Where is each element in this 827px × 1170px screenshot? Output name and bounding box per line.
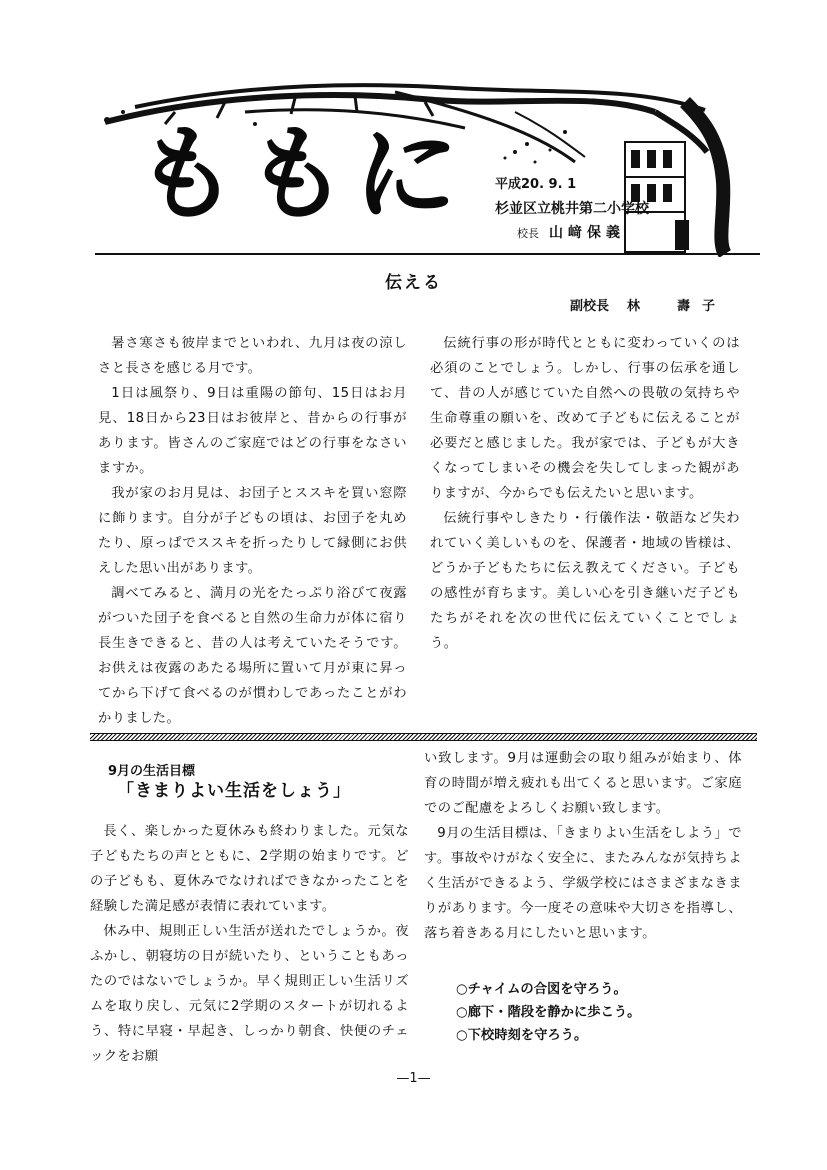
article2-left-column	[90, 819, 409, 1069]
paragraph: 伝統行事やしきたり・行儀作法・敬語など失われていく美しいものを、保護者・地域の皆様は、どうか子どもたちに伝え教えてください。子どもの感性が育ちます。美しい心を引き継いだ子どもたちがそれを次の世代に伝えていくことでしょう。	[430, 511, 740, 651]
article1-left-column	[98, 331, 407, 731]
paragraph: 伝統行事の形が時代とともに変わっていくのは必須のことでしょう。しかし、行事の伝承を通して、昔の人が感じていた自然への畏敬の気持ちや生命尊重の願いを、改めて子どもに伝えることが必要だと感じました。我が家では、子どもが大きくなってしまいその機会を失してしまった観がありますが、今からでも伝えたいと思います。	[430, 336, 740, 501]
header-rule	[95, 253, 760, 255]
issue-date: 平成20. 9. 1	[495, 177, 577, 192]
paragraph: 長く、楽しかった夏休みも終わりました。元気な子どもたちの声とともに、2学期の始まりです。どの子どもも、夏休みでなければできなかったことを経験した満足感が表情に表れています。	[90, 824, 409, 914]
article2-right-column	[424, 746, 742, 946]
paragraph: 休み中、規則正しい生活が送れたでしょうか。夜ふかし、朝寝坊の日が続いたり、ということもあったのではないでしょうか。早く規則正しい生活リズムを取り戻し、元気に2学期のスタートが切れるよう、特に早寝・早起き、しっかり朝食、快便のチェックをお願	[90, 924, 409, 1064]
rule-item: ○下校時刻を守ろう。	[456, 1028, 588, 1043]
paragraph: 我が家のお月見は、お団子とススキを買い窓際に飾ります。自分が子どもの頃は、お団子を丸めたり、原っぱでススキを折ったりして縁側にお供えした思い出があります。	[98, 486, 407, 576]
school-name: 杉並区立桃井第二小学校	[495, 201, 649, 217]
goal-label: 9月の生活目標	[108, 764, 196, 779]
author-role: 副校長	[570, 299, 610, 314]
rules-list	[456, 978, 640, 1047]
goal-slogan: 「きまりよい生活をしょう」	[117, 781, 351, 801]
paragraph: 調べてみると、満月の光をたっぷり浴びて夜露がついた団子を食べると自然の生命力が体に宿り長生きできると、昔の人は考えていたそうです。お供えは夜露のあたる場所に置いて月が東に昇ってから下げて食べるのが慣わしであったことがわかりました。	[98, 586, 407, 726]
principal	[517, 226, 625, 240]
section-divider	[90, 733, 757, 741]
article-title: 伝える	[385, 273, 442, 293]
paragraph: 暑さ寒さも彼岸までといわれ、九月は夜の涼しさと長さを感じる月です。	[98, 336, 407, 376]
article-author	[570, 295, 727, 314]
paragraph-continuation: い致します。9月は運動会の取り組みが始まり、体育の時間が増え疲れも出てくると思います。ご家庭でのご配慮をよろしくお願い致します。	[424, 751, 742, 816]
paragraph: 1日は風祭り、9日は重陽の節句、15日はお月見、18日から23日はお彼岸と、昔からの行事があります。皆さんのご家庭ではどの行事をなさいますか。	[98, 386, 407, 476]
page-number: —1—	[396, 1071, 431, 1086]
newsletter-logo: ももに	[128, 112, 472, 235]
article1-right-column	[430, 331, 740, 656]
author-name: 林 壽子	[627, 299, 728, 314]
masthead	[95, 82, 750, 257]
principal-role: 校長	[517, 227, 539, 240]
paragraph: 9月の生活目標は、「きまりよい生活をしよう」です。事故やけがなく安全に、またみんなが気持ちよく生活ができるよう、学級学校にはさまざまなきまりがあります。今一度その意味や大切さを指導し、落ち着きある月にしたいと思います。	[424, 826, 742, 941]
rule-item: ○廊下・階段を静かに歩こう。	[456, 1005, 641, 1020]
principal-name: 山﨑保義	[549, 225, 625, 241]
rule-item: ○チャイムの合図を守ろう。	[456, 982, 627, 997]
